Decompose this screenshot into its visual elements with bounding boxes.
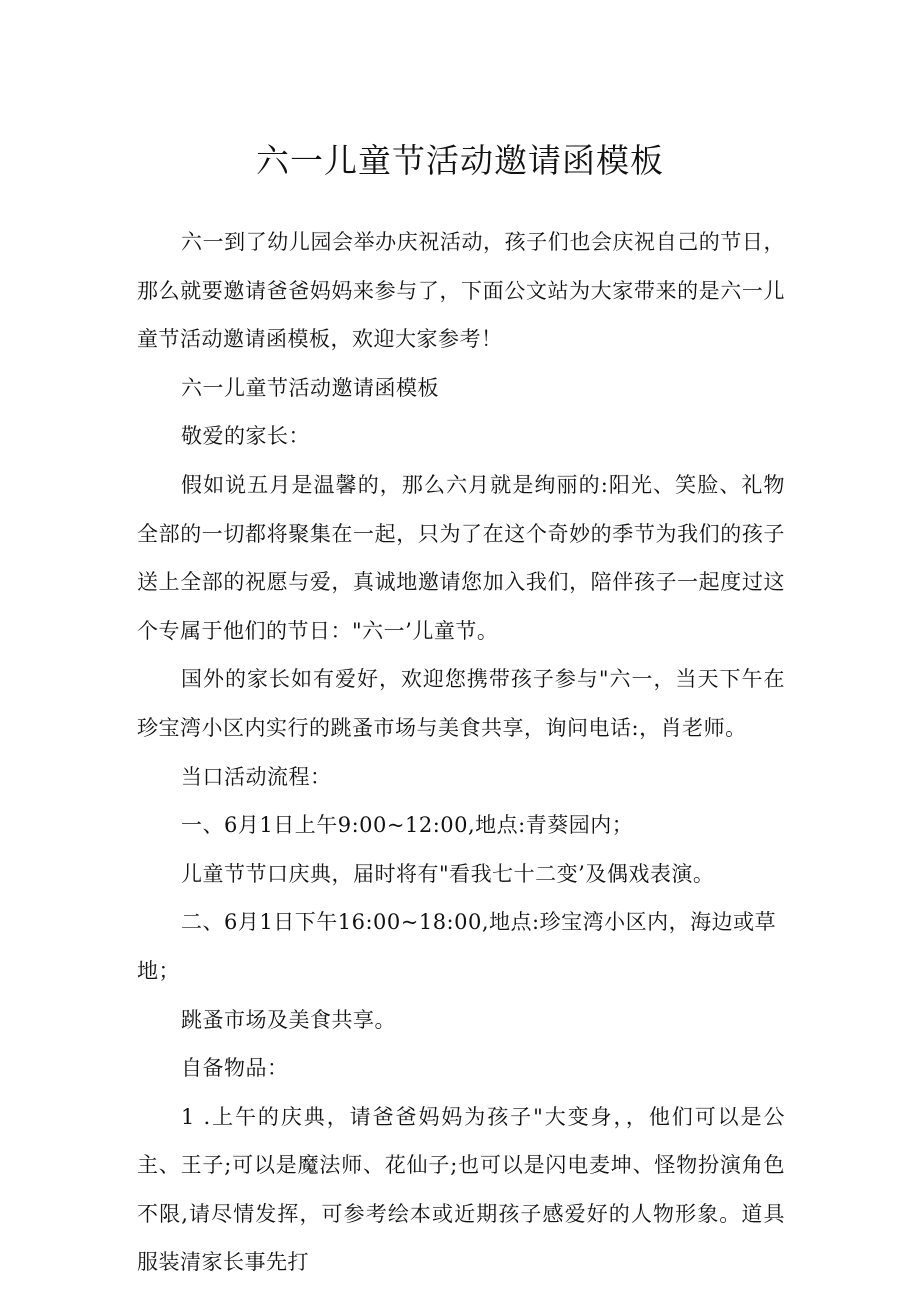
supplies-item-1: 1 .上午的庆典，请爸爸妈妈为孩子"大变身，，他们可以是公主、王子;可以是魔法师、花仙子;也可以是闪电麦坤、怪物扮演角色不限,请尽情发挥，可参考绘本或近期孩子感爱好的人物形象。道具服装清家长事先打 (137, 1104, 785, 1275)
schedule-item-morning: 一、6月1日上午9:00~12:00,地点:青葵园内； (181, 813, 634, 838)
schedule-item-morning-detail: 儿童节节口庆典，届时将有"看我七十二变’及偶戏表演。 (181, 861, 715, 886)
salutation-paragraph: 敬爱的家长： (181, 424, 310, 449)
subtitle-paragraph: 六一儿童节活动邀请函模板 (181, 375, 439, 400)
schedule-heading: 当口活动流程： (181, 764, 332, 789)
schedule-item-afternoon-detail: 跳蚤市场及美食共享。 (181, 1007, 396, 1032)
document-title: 六一儿童节活动邀请函模板 (256, 141, 664, 180)
supplies-heading: 自备物品： (181, 1056, 289, 1081)
document-body (137, 218, 785, 1287)
invitation-paragraph: 假如说五月是温馨的，那么六月就是绚丽的:阳光、笑脸、礼物全部的一切都将聚集在一起，只为了在这个奇妙的季节为我们的孩子送上全部的祝愿与爱，真诚地邀请您加入我们，陪伴孩子一起度过这个专属于他们的节日："六一’儿童节。 (137, 472, 785, 643)
parents-notice-paragraph: 国外的家长如有爱好，欢迎您携带孩子参与"六一，当天下午在珍宝湾小区内实行的跳蚤市场与美食共享，询问电话:，肖老师。 (137, 667, 785, 740)
intro-paragraph: 六一到了幼儿园会举办庆祝活动，孩子们也会庆祝自己的节日，那么就要邀请爸爸妈妈来参与了，下面公文站为大家带来的是六一儿童节活动邀请函模板，欢迎大家参考！ (137, 230, 785, 352)
schedule-item-afternoon: 二、6月1日下午16:00~18:00,地点:珍宝湾小区内，海边或草地； (137, 910, 777, 983)
